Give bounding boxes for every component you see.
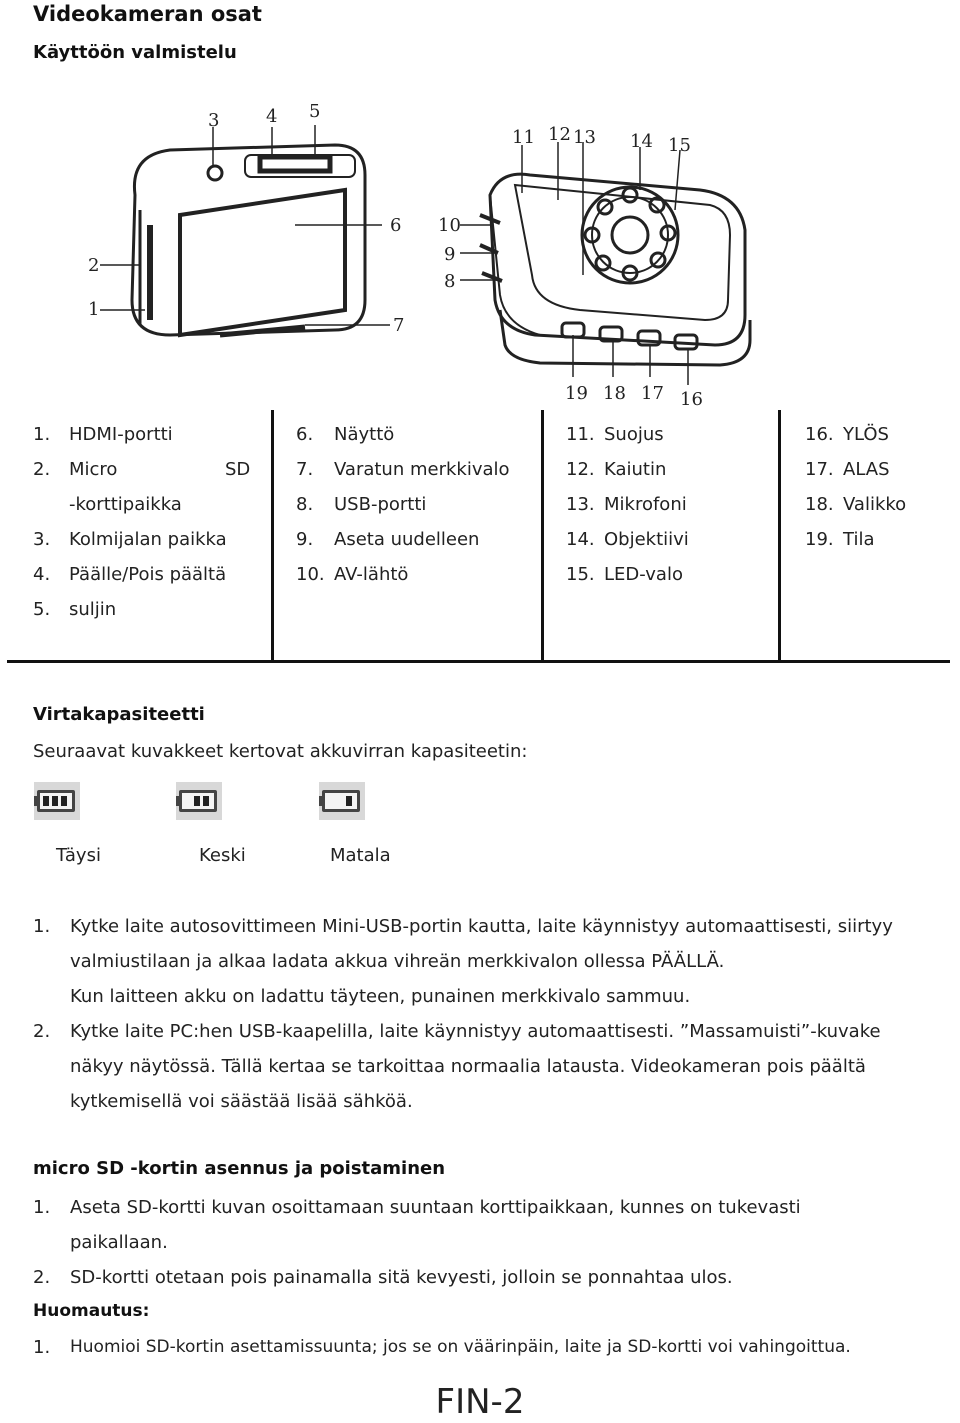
- part-label: Varatun merkkivalo: [334, 459, 510, 480]
- battery-intro: Seuraavat kuvakkeet kertovat akkuvirran kapasiteetin:: [33, 741, 528, 762]
- part-number: 19.: [805, 529, 834, 550]
- part-number: 17.: [805, 459, 834, 480]
- callout-2: 2: [88, 255, 100, 276]
- part-number: 11.: [566, 424, 595, 445]
- part-number: 5.: [33, 599, 51, 620]
- part-label: Mikrofoni: [604, 494, 687, 515]
- part-label: Micro: [69, 459, 118, 480]
- note-title: Huomautus:: [33, 1301, 150, 1321]
- part-number: 16.: [805, 424, 834, 445]
- parts-column-4: [778, 410, 950, 660]
- part-number: 13.: [566, 494, 595, 515]
- callout-3: 3: [208, 110, 220, 131]
- battery-label-medium: Keski: [199, 845, 246, 866]
- sd-item-2-text: SD-kortti otetaan pois painamalla sitä kevyesti, jolloin se ponnahtaa ulos.: [70, 1267, 733, 1288]
- callout-10: 10: [438, 215, 461, 236]
- part-number: 1.: [33, 424, 51, 445]
- callout-19: 19: [565, 383, 588, 404]
- charging-item-number: 2.: [33, 1021, 51, 1042]
- charging-item-1-line-2: valmiustilaan ja alkaa ladata akkua vihreän merkkivalon ollessa PÄÄLLÄ.: [70, 951, 725, 972]
- note-text: Huomioi SD-kortin asettamissuunta; jos se on väärinpäin, laite ja SD-kortti voi vahingoittua.: [70, 1337, 851, 1357]
- part-label: Objektiivi: [604, 529, 689, 550]
- charging-item-2-line-2: näkyy näytössä. Tällä kertaa se tarkoittaa normaalia latausta. Videokameran pois päältä: [70, 1056, 866, 1077]
- part-label: Tila: [843, 529, 875, 550]
- part-label: Suojus: [604, 424, 664, 445]
- parts-column-2: [271, 410, 541, 660]
- charging-item-1-line-1: Kytke laite autosovittimeen Mini-USB-portin kautta, laite käynnistyy automaattisesti, siirtyy: [70, 916, 893, 937]
- callout-14: 14: [630, 131, 653, 152]
- part-label: HDMI-portti: [69, 424, 173, 445]
- callout-13: 13: [573, 127, 596, 148]
- callout-16: 16: [680, 389, 703, 410]
- part-label: Kaiutin: [604, 459, 667, 480]
- part-number: 15.: [566, 564, 595, 585]
- part-label: Näyttö: [334, 424, 395, 445]
- part-label: YLÖS: [843, 424, 889, 445]
- battery-label-low: Matala: [330, 845, 391, 866]
- battery-full-icon: [34, 782, 80, 820]
- charging-item-1-line-3: Kun laitteen akku on ladattu täyteen, punainen merkkivalo sammuu.: [70, 986, 691, 1007]
- part-label: USB-portti: [334, 494, 427, 515]
- battery-medium-icon: [176, 782, 222, 820]
- part-number: 3.: [33, 529, 51, 550]
- callout-17: 17: [641, 383, 664, 404]
- part-number: 4.: [33, 564, 51, 585]
- part-label: Kolmijalan paikka: [69, 529, 227, 550]
- page-subtitle: Käyttöön valmistelu: [33, 42, 237, 63]
- parts-column-1: [7, 410, 271, 660]
- sd-item-number: 2.: [33, 1267, 51, 1288]
- callout-8: 8: [444, 271, 456, 292]
- callout-6: 6: [390, 215, 402, 236]
- part-number: 14.: [566, 529, 595, 550]
- sd-item-1-line-1: Aseta SD-kortti kuvan osoittamaan suuntaan korttipaikkaan, kunnes on tukevasti: [70, 1197, 801, 1218]
- callout-4: 4: [266, 106, 278, 127]
- part-label: AV-lähtö: [334, 564, 409, 585]
- part-label: LED-valo: [604, 564, 683, 585]
- charging-item-2-line-1: Kytke laite PC:hen USB-kaapelilla, laite käynnistyy automaattisesti. ”Massamuisti”-kuvake: [70, 1021, 881, 1042]
- callout-18: 18: [603, 383, 626, 404]
- part-item-continued: -korttipaikka: [69, 494, 182, 515]
- callout-1: 1: [88, 299, 100, 320]
- battery-section-title: Virtakapasiteetti: [33, 704, 205, 725]
- part-number: 6.: [296, 424, 314, 445]
- part-number: 2.: [33, 459, 51, 480]
- sd-section-title: micro SD -kortin asennus ja poistaminen: [33, 1158, 446, 1179]
- page-number: FIN-2: [435, 1382, 525, 1422]
- part-number: 8.: [296, 494, 314, 515]
- part-label: ALAS: [843, 459, 890, 480]
- battery-low-icon: [319, 782, 365, 820]
- callout-12: 12: [548, 124, 571, 145]
- parts-column-3: [541, 410, 778, 660]
- page-title: Videokameran osat: [33, 2, 262, 26]
- part-label: Päälle/Pois päältä: [69, 564, 227, 585]
- sd-item-number: 1.: [33, 1197, 51, 1218]
- part-number: 7.: [296, 459, 314, 480]
- part-number: 9.: [296, 529, 314, 550]
- part-label: suljin: [69, 599, 117, 620]
- part-label: Aseta uudelleen: [334, 529, 480, 550]
- callout-7: 7: [393, 315, 405, 336]
- sd-item-1-line-2: paikallaan.: [70, 1232, 168, 1253]
- part-number: 12.: [566, 459, 595, 480]
- camera-diagram: [60, 95, 840, 410]
- charging-item-2-line-3: kytkemisellä voi säästää lisää sähköä.: [70, 1091, 413, 1112]
- note-number: 1.: [33, 1337, 51, 1358]
- charging-item-number: 1.: [33, 916, 51, 937]
- parts-table: [7, 410, 950, 663]
- part-label: Valikko: [843, 494, 907, 515]
- callout-11: 11: [512, 127, 535, 148]
- callout-9: 9: [444, 244, 456, 265]
- callout-15: 15: [668, 135, 691, 156]
- part-number: 18.: [805, 494, 834, 515]
- part-label: SD: [225, 459, 251, 480]
- callout-5: 5: [309, 101, 321, 122]
- part-number: 10.: [296, 564, 325, 585]
- battery-label-full: Täysi: [56, 845, 101, 866]
